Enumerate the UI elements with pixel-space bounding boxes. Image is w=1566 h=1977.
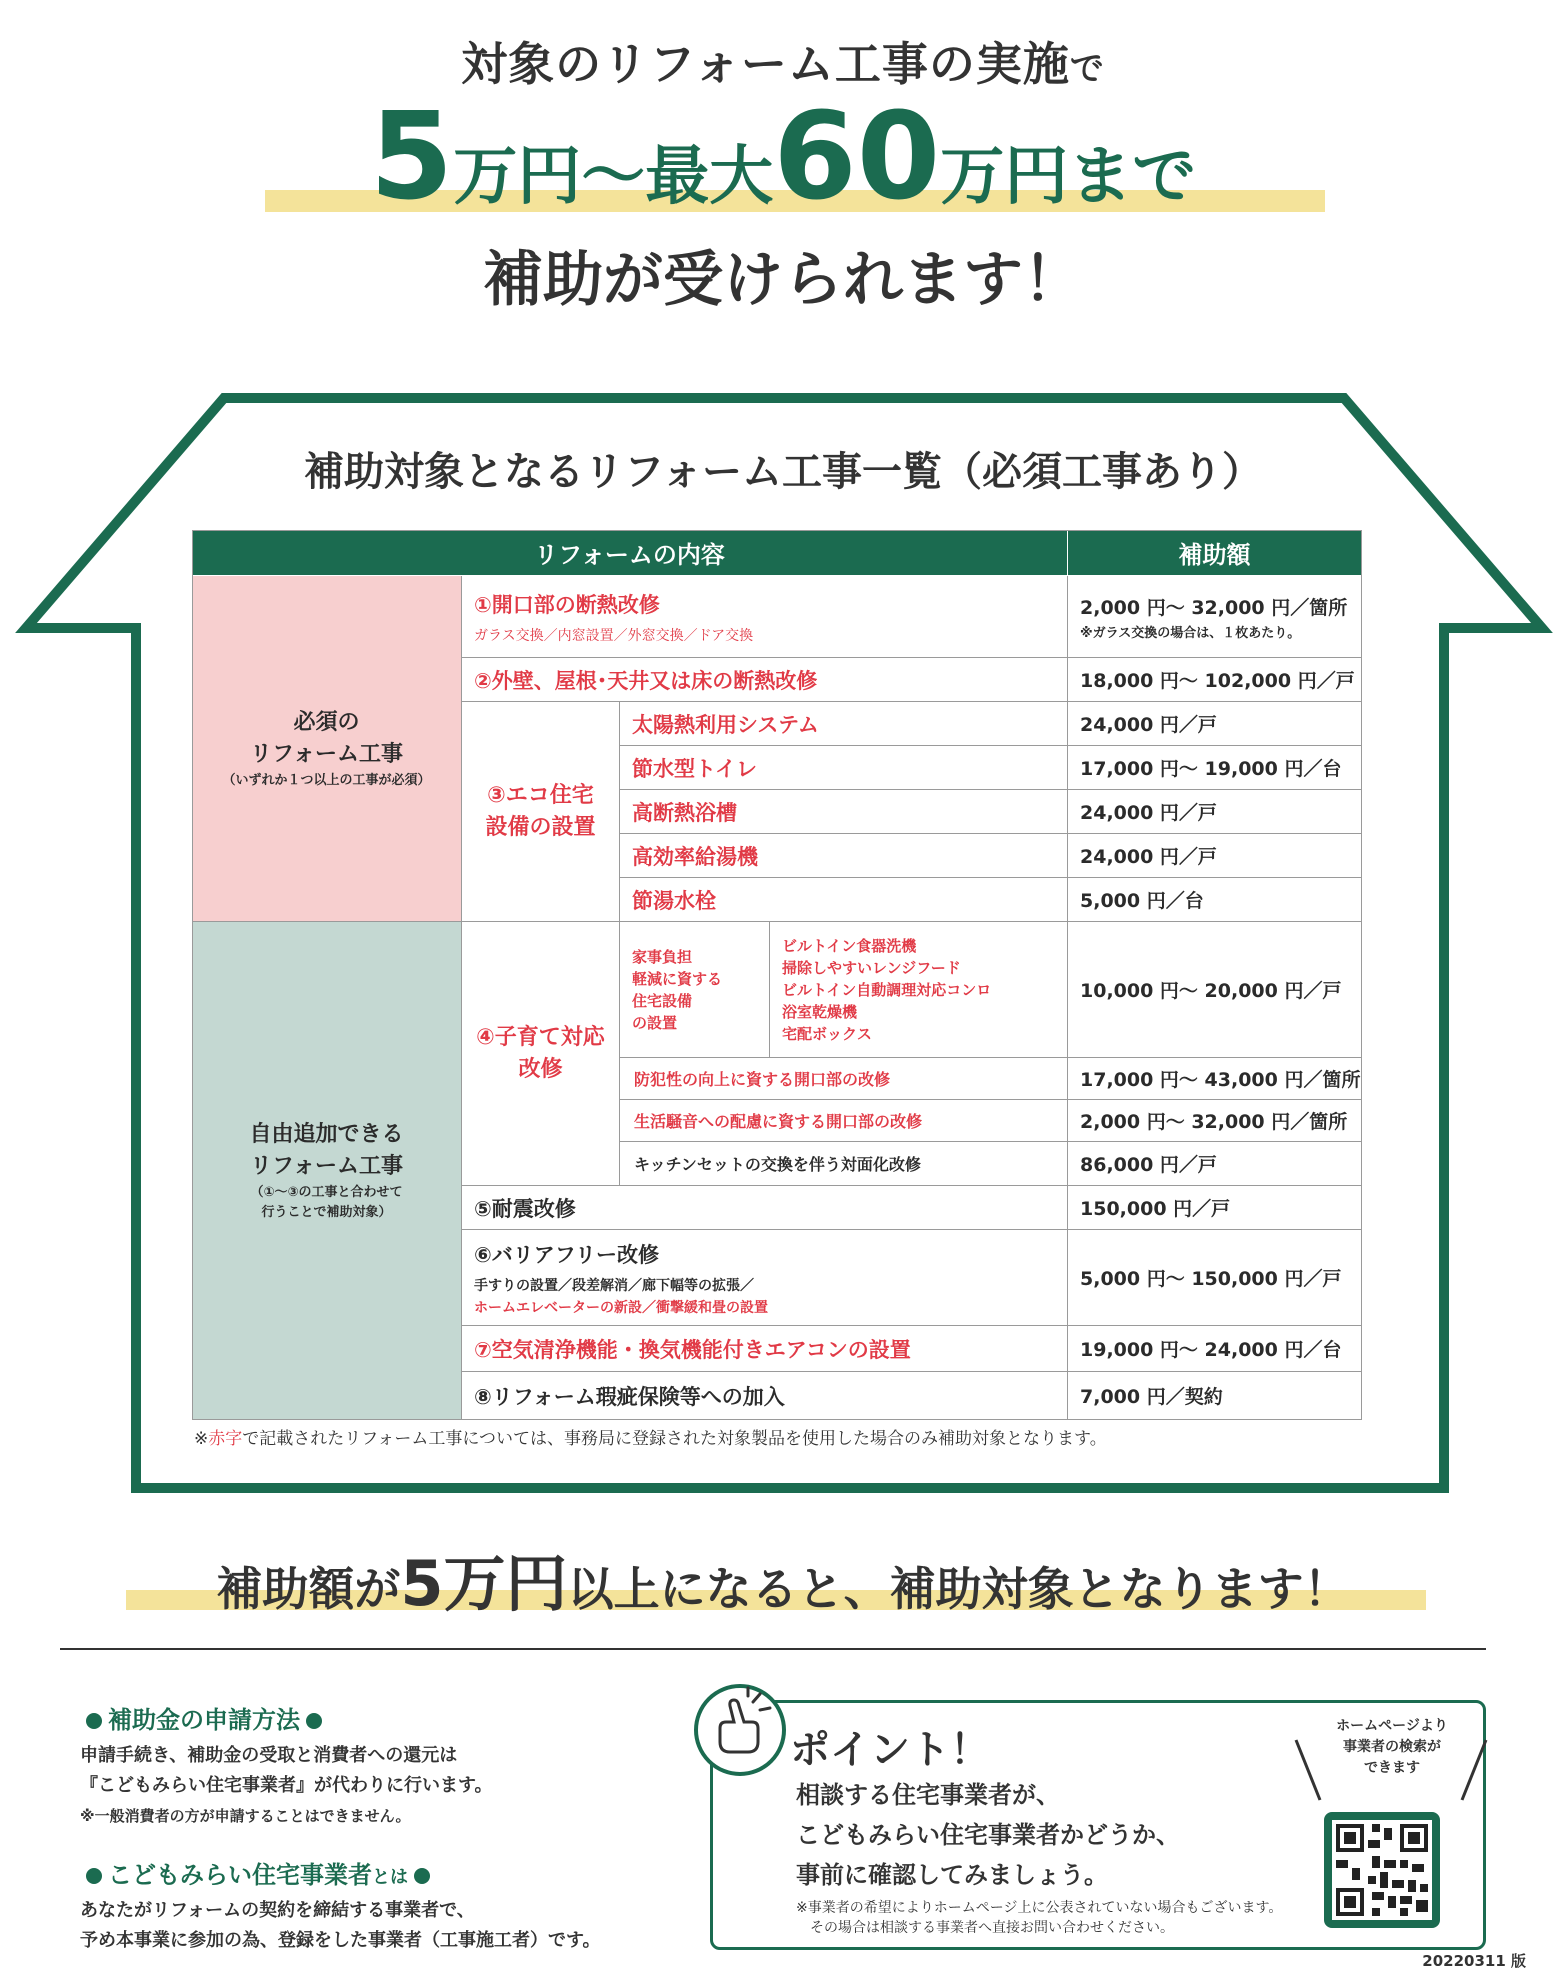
housework-label-line: 住宅設備 bbox=[632, 991, 693, 1010]
headline-line3: 補助が受けられます！ bbox=[483, 245, 1083, 315]
housework-label-line: 軽減に資する bbox=[632, 969, 723, 988]
qr-code-icon[interactable] bbox=[1324, 1812, 1440, 1928]
row-noise-consideration: 生活騒音への配慮に資する開口部の改修 bbox=[620, 1100, 1068, 1142]
bullet-icon bbox=[86, 1868, 102, 1884]
housework-item: ビルトイン自動調理対応コンロ bbox=[782, 980, 992, 999]
version-label: 20220311 版 bbox=[1422, 1952, 1526, 1970]
bullet-icon bbox=[306, 1713, 322, 1729]
headline-amount-part: 60 bbox=[773, 88, 941, 227]
amount-housework: 10,000 円〜 20,000 円／戸 bbox=[1068, 922, 1362, 1058]
headline-amount bbox=[0, 88, 1566, 227]
housework-items bbox=[770, 922, 1068, 1058]
amount-defect-insurance: 7,000 円／契約 bbox=[1068, 1372, 1362, 1420]
point-note: ※事業者の希望によりホームページ上に公表されていない場合もございます。 その場合は相談する事業者へ直接お問い合わせください。 bbox=[796, 1900, 1283, 1936]
headline-line1-main: 対象のリフォーム工事の実施 bbox=[461, 37, 1070, 91]
bullet-icon bbox=[414, 1868, 430, 1884]
row-childcare-renovation: ④子育て対応 改修 bbox=[462, 922, 620, 1186]
bullet-icon bbox=[86, 1713, 102, 1729]
amount-air-conditioner: 19,000 円〜 24,000 円／台 bbox=[1068, 1326, 1362, 1372]
headline-amount-part: 万円まで bbox=[940, 140, 1197, 214]
amount-opening-insulation: 2,000 円〜 32,000 円／箇所 ※ガラス交換の場合は、１枚あたり。 bbox=[1068, 576, 1362, 658]
row-air-conditioner: ⑦空気清浄機能・換気機能付きエアコンの設置 bbox=[462, 1326, 1068, 1372]
row-opening-insulation: ①開口部の断熱改修 ガラス交換／内窓設置／外窓交換／ドア交換 bbox=[462, 576, 1068, 658]
amount-eco-item: 24,000 円／戸 bbox=[1068, 702, 1362, 746]
amount-crime-prevention: 17,000 円〜 43,000 円／箇所 bbox=[1068, 1058, 1362, 1100]
point-title: ポイント！ bbox=[790, 1727, 990, 1773]
pointing-hand-icon bbox=[690, 1680, 790, 1780]
row-seismic: ⑤耐震改修 bbox=[462, 1186, 1068, 1230]
category-optional: 自由追加できる リフォーム工事 （①〜③の工事と合わせて 行うことで補助対象） bbox=[192, 922, 462, 1420]
amount-wall-roof-insulation: 18,000 円〜 102,000 円／戸 bbox=[1068, 658, 1362, 702]
row-crime-prevention: 防犯性の向上に資する開口部の改修 bbox=[620, 1058, 1068, 1100]
headline-amount-part: 万円〜最大 bbox=[453, 140, 774, 214]
row-eco-item: 高効率給湯機 bbox=[620, 834, 1068, 878]
section-divider bbox=[60, 1648, 1486, 1650]
amount-kitchen-renovation: 86,000 円／戸 bbox=[1068, 1142, 1362, 1186]
housework-label bbox=[620, 922, 770, 1058]
business-section: こどもみらい住宅事業者とは あなたがリフォームの契約を締結する事業者で、 予め本事業に参加の為、登録をした事業者（工事施工者）です。 bbox=[80, 1855, 601, 1956]
amount-eco-item: 17,000 円〜 19,000 円／台 bbox=[1068, 746, 1362, 790]
row-kitchen-renovation: キッチンセットの交換を伴う対面化改修 bbox=[620, 1142, 1068, 1186]
reform-table bbox=[192, 530, 1362, 1420]
housework-label-line: 家事負担 bbox=[632, 947, 693, 966]
housework-item: 浴室乾燥機 bbox=[782, 1002, 858, 1021]
headline-line1 bbox=[0, 28, 1566, 94]
row-barrier-free: ⑥バリアフリー改修 手すりの設置／段差解消／廊下幅等の拡張／ ホームエレベーターの新設／衝撃緩和畳の設置 bbox=[462, 1230, 1068, 1326]
amount-eco-item: 5,000 円／台 bbox=[1068, 878, 1362, 922]
headline-amount-part: 5 bbox=[369, 88, 454, 227]
eligibility-banner: 補助額が5万円以上になると、補助対象となります！ bbox=[216, 1547, 1350, 1620]
category-required: 必須の リフォーム工事 （いずれか１つ以上の工事が必須） bbox=[192, 576, 462, 922]
point-body: 相談する住宅事業者が、 こどもみらい住宅事業者かどうか、 事前に確認してみましょう。 bbox=[796, 1781, 1180, 1889]
amount-eco-item: 24,000 円／戸 bbox=[1068, 790, 1362, 834]
col-header-amount: 補助額 bbox=[1068, 530, 1362, 576]
housework-item: 宅配ボックス bbox=[782, 1024, 872, 1043]
row-eco-item: 太陽熱利用システム bbox=[620, 702, 1068, 746]
business-title: こどもみらい住宅事業者とは bbox=[80, 1855, 601, 1890]
amount-barrier-free: 5,000 円〜 150,000 円／戸 bbox=[1068, 1230, 1362, 1326]
table-footnote: ※赤字で記載されたリフォーム工事については、事務局に登録された対象製品を使用した場合のみ補助対象となります。 bbox=[194, 1429, 1107, 1449]
table-title: 補助対象となるリフォーム工事一覧（必須工事あり） bbox=[304, 449, 1262, 495]
amount-seismic: 150,000 円／戸 bbox=[1068, 1186, 1362, 1230]
row-eco-item: 節湯水栓 bbox=[620, 878, 1068, 922]
row-eco-equipment: ③エコ住宅 設備の設置 bbox=[462, 702, 620, 922]
homepage-note: ホームページより 事業者の検索が できます bbox=[1336, 1718, 1448, 1776]
apply-title: 補助金の申請方法 bbox=[80, 1700, 493, 1735]
amount-eco-item: 24,000 円／戸 bbox=[1068, 834, 1362, 878]
row-wall-roof-insulation: ②外壁、屋根･天井又は床の断熱改修 bbox=[462, 658, 1068, 702]
amount-noise-consideration: 2,000 円〜 32,000 円／箇所 bbox=[1068, 1100, 1362, 1142]
housework-item: ビルトイン食器洗機 bbox=[782, 936, 917, 955]
housework-item: 掃除しやすいレンジフード bbox=[782, 958, 961, 977]
headline-line1-suffix: で bbox=[1069, 49, 1105, 89]
col-header-content: リフォームの内容 bbox=[192, 530, 1068, 576]
row-defect-insurance: ⑧リフォーム瑕疵保険等への加入 bbox=[462, 1372, 1068, 1420]
apply-section: 補助金の申請方法 申請手続き、補助金の受取と消費者への還元は 『こどもみらい住宅事業者』が代わりに行います。 ※一般消費者の方が申請することはできません。 bbox=[80, 1700, 493, 1831]
row-eco-item: 節水型トイレ bbox=[620, 746, 1068, 790]
housework-label-line: の設置 bbox=[632, 1013, 678, 1032]
row-eco-item: 高断熱浴槽 bbox=[620, 790, 1068, 834]
